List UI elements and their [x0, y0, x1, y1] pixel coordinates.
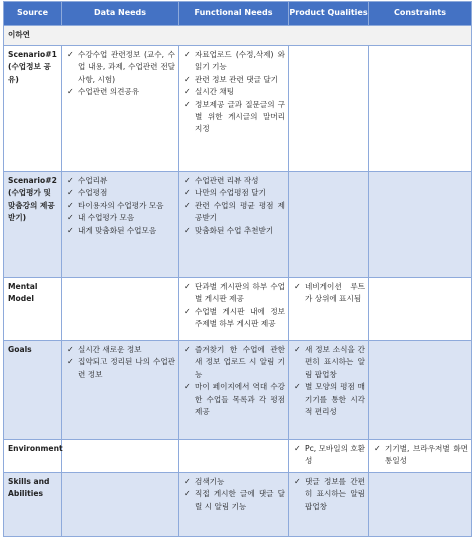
table-row — [4, 172, 472, 278]
author-name: 이하연 — [4, 26, 472, 46]
check-icon: ✓ — [374, 444, 381, 453]
list-item — [372, 443, 468, 468]
list-item — [65, 344, 175, 356]
table-row — [4, 46, 472, 172]
table-row — [4, 278, 472, 341]
item-text: 별 모양의 평점 매기기를 통한 시각적 편리성 — [305, 382, 365, 417]
check-icon: ✓ — [184, 188, 191, 198]
product-qualities-list — [292, 443, 365, 468]
row-source: Goals — [4, 341, 62, 440]
row-source: Scenario#1 (수업정보 공유) — [4, 46, 62, 172]
check-icon: ✓ — [184, 176, 191, 185]
row-source: Skills and Abilities — [4, 473, 62, 537]
constraints-cell — [369, 172, 472, 278]
data-needs-cell — [62, 440, 179, 473]
data-needs-list — [65, 49, 175, 99]
row-source: Mental Model — [4, 278, 62, 341]
check-icon: ✓ — [184, 382, 191, 392]
item-text: 수업관련 리뷰 작성 — [195, 176, 259, 185]
check-icon: ✓ — [67, 225, 74, 235]
list-item — [65, 200, 175, 212]
product-qualities-list — [292, 476, 365, 513]
requirements-table — [3, 1, 472, 537]
constraints-cell — [369, 341, 472, 440]
check-icon: ✓ — [294, 282, 301, 291]
list-item — [65, 187, 175, 199]
check-icon: ✓ — [184, 99, 191, 109]
list-item — [65, 356, 175, 381]
item-text: 댓글 정보를 간편히 표시하는 알림 팝업창 — [305, 477, 365, 511]
header-data-needs: Data Needs — [62, 2, 179, 26]
item-text: 실시간 새로운 정보 — [78, 345, 142, 354]
item-text: 수업리뷰 — [78, 176, 108, 185]
item-text: 정보제공 글과 질문글의 구별 위한 게시글의 말머리 지정 — [195, 99, 285, 134]
check-icon: ✓ — [67, 213, 74, 223]
functional-needs-cell — [179, 46, 289, 172]
list-item — [65, 49, 175, 86]
data-needs-cell — [62, 278, 179, 341]
list-item — [182, 175, 285, 187]
list-item — [182, 344, 285, 381]
table-row — [4, 341, 472, 440]
list-item — [292, 476, 365, 513]
check-icon: ✓ — [184, 306, 191, 316]
check-icon: ✓ — [67, 50, 74, 59]
item-text: 네비게이션 루트가 상위에 표시됨 — [305, 282, 365, 304]
item-text: 마이 페이지에서 역대 수강한 수업들 목록과 각 평점 제공 — [195, 382, 285, 417]
list-item — [182, 476, 285, 488]
constraints-cell — [369, 278, 472, 341]
item-text: 수업별 게시판 내에 정보 주제별 하부 게시판 제공 — [195, 306, 285, 329]
header-source: Source — [4, 2, 62, 26]
list-item — [292, 281, 365, 306]
functional-needs-cell — [179, 473, 289, 537]
header-product-qualities: Product Qualities — [289, 2, 369, 26]
header-constraints: Constraints — [369, 2, 472, 26]
item-text: 내 수업평가 모음 — [78, 213, 135, 223]
functional-needs-list — [182, 476, 285, 513]
item-text: 수업관련 의견공유 — [78, 87, 140, 97]
item-text: 나만의 수업평점 달기 — [195, 188, 266, 198]
item-text: 단과별 게시판의 하부 수업별 게시판 제공 — [195, 282, 285, 304]
check-icon: ✓ — [294, 477, 301, 486]
product-qualities-cell — [289, 278, 369, 341]
item-text: 기기별, 브라우저별 화면 통일성 — [385, 444, 468, 466]
list-item — [65, 225, 175, 237]
check-icon: ✓ — [184, 74, 191, 84]
product-qualities-list — [292, 281, 365, 306]
constraints-cell — [369, 473, 472, 537]
data-needs-cell — [62, 172, 179, 278]
table-row — [4, 440, 472, 473]
check-icon: ✓ — [184, 87, 191, 97]
list-item — [65, 86, 175, 98]
check-icon: ✓ — [184, 225, 191, 235]
check-icon: ✓ — [184, 345, 191, 354]
constraints-cell — [369, 46, 472, 172]
list-item — [182, 187, 285, 199]
data-needs-list — [65, 344, 175, 381]
list-item — [65, 175, 175, 187]
list-item — [182, 200, 285, 225]
item-text: 새 정보 소식을 간편히 표시하는 알림 팝업창 — [305, 345, 365, 379]
check-icon: ✓ — [294, 382, 301, 392]
table-row — [4, 473, 472, 537]
list-item — [182, 86, 285, 98]
data-needs-list — [65, 175, 175, 237]
check-icon: ✓ — [184, 282, 191, 291]
item-text: 집약되고 정리된 나의 수업관련 정보 — [78, 357, 175, 379]
check-icon: ✓ — [67, 200, 74, 210]
item-text: 수강수업 관련정보 (교수, 수업 내용, 과제, 수업관련 전달사항, 시험) — [78, 50, 175, 84]
data-needs-cell — [62, 473, 179, 537]
check-icon: ✓ — [67, 176, 74, 185]
functional-needs-cell — [179, 278, 289, 341]
item-text: 관련 정보 관련 댓글 달기 — [195, 74, 279, 84]
functional-needs-list — [182, 281, 285, 331]
product-qualities-cell — [289, 172, 369, 278]
data-needs-cell — [62, 46, 179, 172]
item-text: 직접 게시한 글에 댓글 달릴 시 알림 기능 — [195, 489, 285, 511]
item-text: 실시간 채팅 — [195, 87, 235, 97]
functional-needs-cell — [179, 440, 289, 473]
list-item — [182, 225, 285, 237]
list-item — [292, 381, 365, 418]
item-text: 관련 수업의 평균 평점 제공받기 — [195, 200, 285, 223]
check-icon: ✓ — [67, 188, 74, 198]
list-item — [65, 212, 175, 224]
item-text: 자료업로드 (수정,삭제) 와 읽기 기능 — [195, 50, 285, 72]
list-item — [182, 74, 285, 86]
check-icon: ✓ — [67, 87, 74, 97]
check-icon: ✓ — [294, 444, 301, 453]
row-source: Environment — [4, 440, 62, 473]
check-icon: ✓ — [184, 50, 191, 59]
check-icon: ✓ — [184, 477, 191, 486]
product-qualities-cell — [289, 473, 369, 537]
list-item — [182, 381, 285, 418]
item-text: 수업평점 — [78, 188, 108, 198]
check-icon: ✓ — [67, 345, 74, 354]
functional-needs-list — [182, 175, 285, 237]
product-qualities-cell — [289, 46, 369, 172]
item-text: Pc, 모바일의 호환성 — [305, 444, 366, 466]
list-item — [182, 49, 285, 74]
check-icon: ✓ — [294, 345, 301, 354]
header-row — [4, 2, 472, 26]
item-text: 내게 맞춤화된 수업모음 — [78, 225, 157, 235]
row-source: Scenario#2 (수업평가 및 맞춤강의 제공받기) — [4, 172, 62, 278]
header-functional-needs: Functional Needs — [179, 2, 289, 26]
constraints-cell — [369, 440, 472, 473]
list-item — [182, 306, 285, 331]
item-text: 검색기능 — [195, 477, 225, 486]
list-item — [182, 99, 285, 136]
functional-needs-cell — [179, 341, 289, 440]
functional-needs-list — [182, 344, 285, 418]
functional-needs-cell — [179, 172, 289, 278]
check-icon: ✓ — [184, 200, 191, 210]
data-needs-cell — [62, 341, 179, 440]
product-qualities-cell — [289, 440, 369, 473]
author-row — [4, 26, 472, 46]
list-item — [292, 443, 365, 468]
product-qualities-list — [292, 344, 365, 418]
item-text: 맞춤화된 수업 추천받기 — [195, 225, 274, 235]
list-item — [292, 344, 365, 381]
functional-needs-list — [182, 49, 285, 136]
item-text: 타이용자의 수업평가 모음 — [78, 200, 164, 210]
check-icon: ✓ — [184, 489, 191, 499]
constraints-list — [372, 443, 468, 468]
product-qualities-cell — [289, 341, 369, 440]
item-text: 즐겨찾기 한 수업에 관한 새 정보 업로드 시 알림 기능 — [195, 345, 285, 379]
list-item — [182, 281, 285, 306]
check-icon: ✓ — [67, 357, 74, 367]
